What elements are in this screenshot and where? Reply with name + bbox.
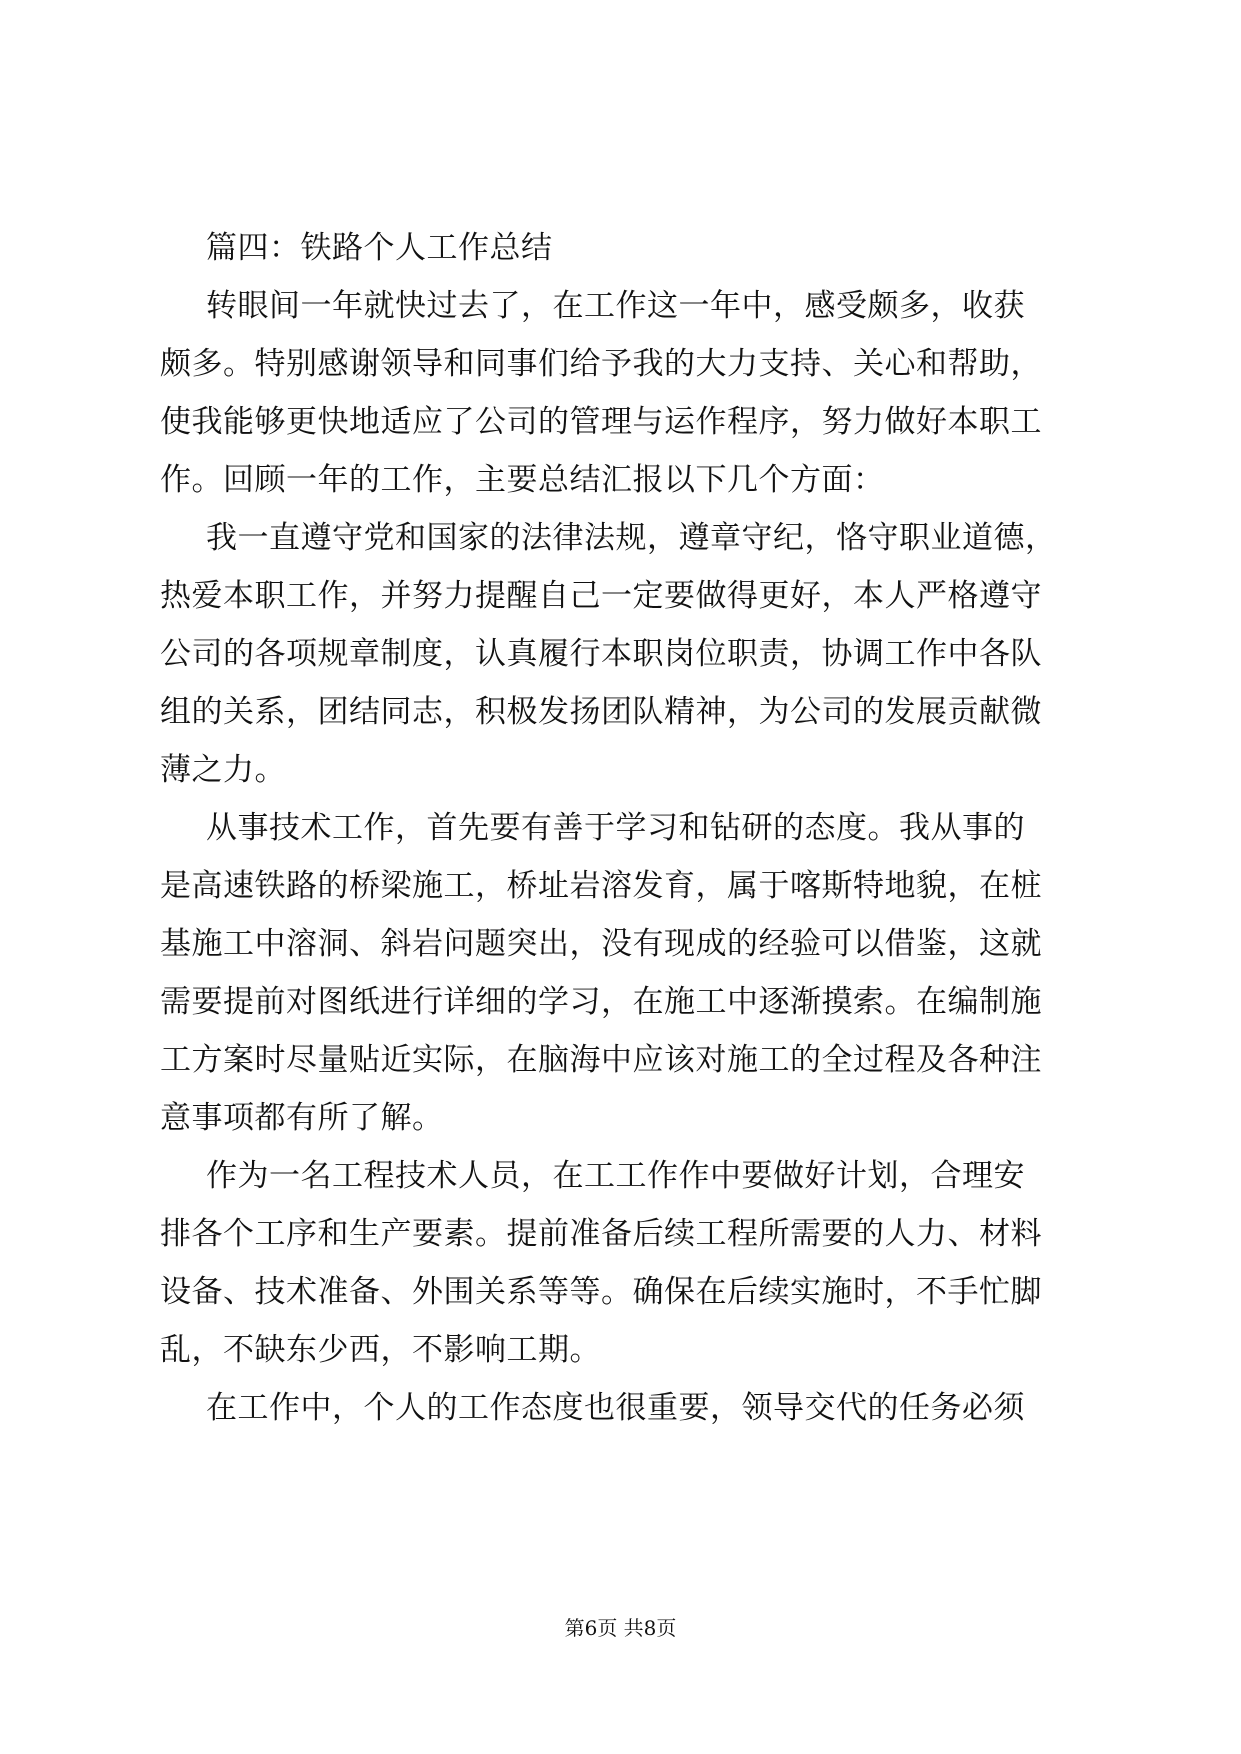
paragraph-1-line-1: 转眼间一年就快过去了，在工作这一年中，感受颇多，收获 xyxy=(206,288,1025,324)
paragraph-2-line-5: 薄之力。 xyxy=(160,752,286,788)
paragraph-4-line-3: 设备、技术准备、外围关系等等。确保在后续实施时，不手忙脚 xyxy=(160,1274,1042,1310)
paragraph-2-line-4: 组的关系，团结同志，积极发扬团队精神，为公司的发展贡献微 xyxy=(160,694,1042,730)
page-number-label: 第6页 共8页 xyxy=(564,1616,677,1640)
paragraph-3-line-2: 是高速铁路的桥梁施工，桥址岩溶发育，属于喀斯特地貌，在桩 xyxy=(160,868,1042,904)
paragraph-2-line-2: 热爱本职工作，并努力提醒自己一定要做得更好，本人严格遵守 xyxy=(160,578,1042,614)
paragraph-1-line-2: 颇多。特别感谢领导和同事们给予我的大力支持、关心和帮助， xyxy=(160,346,1042,382)
paragraph-1-line-3: 使我能够更快地适应了公司的管理与运作程序，努力做好本职工 xyxy=(160,404,1042,440)
paragraph-3-line-1: 从事技术工作，首先要有善于学习和钻研的态度。我从事的 xyxy=(206,810,1025,846)
paragraph-3-line-4: 需要提前对图纸进行详细的学习，在施工中逐渐摸索。在编制施 xyxy=(160,984,1042,1020)
paragraph-4-line-2: 排各个工序和生产要素。提前准备后续工程所需要的人力、材料 xyxy=(160,1216,1042,1252)
paragraph-2-line-1: 我一直遵守党和国家的法律法规，遵章守纪，恪守职业道德， xyxy=(206,520,1057,556)
paragraph-3-line-3: 基施工中溶洞、斜岩问题突出，没有现成的经验可以借鉴，这就 xyxy=(160,926,1042,962)
page-footer xyxy=(0,1616,1241,1640)
paragraph-5-line-1: 在工作中，个人的工作态度也很重要，领导交代的任务必须 xyxy=(206,1390,1025,1426)
paragraph-4-line-1: 作为一名工程技术人员，在工工作作中要做好计划，合理安 xyxy=(206,1158,1025,1194)
paragraph-4-line-4: 乱，不缺东少西，不影响工期。 xyxy=(160,1332,601,1368)
document-title: 篇四：铁路个人工作总结 xyxy=(206,230,553,266)
paragraph-1-line-4: 作。回顾一年的工作，主要总结汇报以下几个方面： xyxy=(160,462,885,498)
paragraph-3-line-5: 工方案时尽量贴近实际，在脑海中应该对施工的全过程及各种注 xyxy=(160,1042,1042,1078)
paragraph-3-line-6: 意事项都有所了解。 xyxy=(160,1100,444,1136)
paragraph-2-line-3: 公司的各项规章制度，认真履行本职岗位职责，协调工作中各队 xyxy=(160,636,1042,672)
